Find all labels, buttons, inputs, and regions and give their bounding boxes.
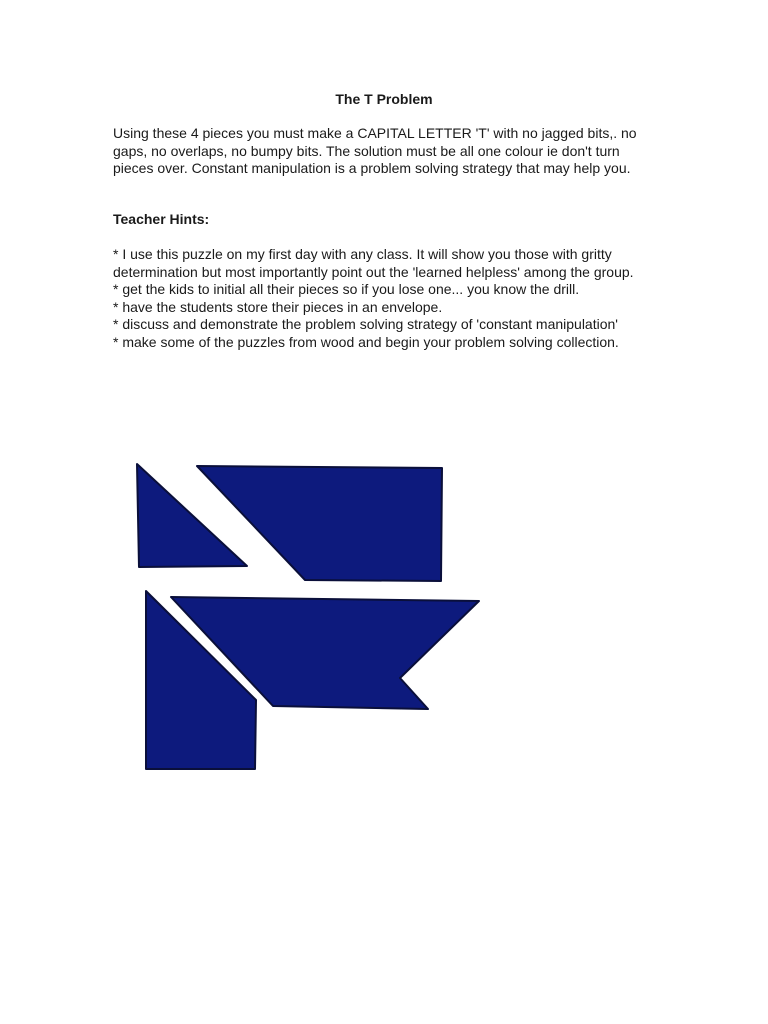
hint-text: have the students store their pieces in an envelope.: [122, 298, 443, 315]
page-title: The T Problem: [335, 91, 433, 107]
teacher-hints-heading: Teacher Hints:: [113, 211, 210, 227]
bullet-asterisk: [113, 334, 122, 350]
hint-item: [113, 316, 653, 334]
arrow-piece: [171, 597, 479, 709]
bullet-asterisk: [113, 316, 122, 332]
small-triangle-piece: [137, 464, 247, 567]
hint-text: make some of the puzzles from wood and begin your problem solving collection.: [122, 333, 619, 350]
hint-item: [113, 299, 653, 317]
hint-item: [113, 334, 653, 352]
hint-text: get the kids to initial all their pieces so if you lose one... you know the drill.: [122, 281, 580, 297]
hint-item: [113, 281, 653, 299]
hint-item: [113, 246, 653, 281]
tall-pentagon-piece: [146, 591, 256, 769]
bullet-asterisk: [113, 281, 122, 297]
intro-paragraph: Using these 4 pieces you must make a CAPITAL LETTER 'T' with no jagged bits,. no gaps, no overlaps, no bumpy bits. The solution must be all one colour ie don't turn pieces over. Constant manipulation is a problem solving strategy that may help you.: [113, 125, 637, 176]
bullet-asterisk: [113, 246, 122, 262]
bullet-asterisk: [113, 299, 122, 315]
hint-text: I use this puzzle on my first day with any class. It will show you those with gritty determination but most importantly point out the 'learned helpless' among the group.: [113, 246, 634, 280]
hint-text: discuss and demonstrate the problem solving strategy of 'constant manipulation': [122, 316, 618, 332]
top-trapezoid-piece: [197, 466, 442, 581]
teacher-hints-list: [113, 246, 653, 351]
